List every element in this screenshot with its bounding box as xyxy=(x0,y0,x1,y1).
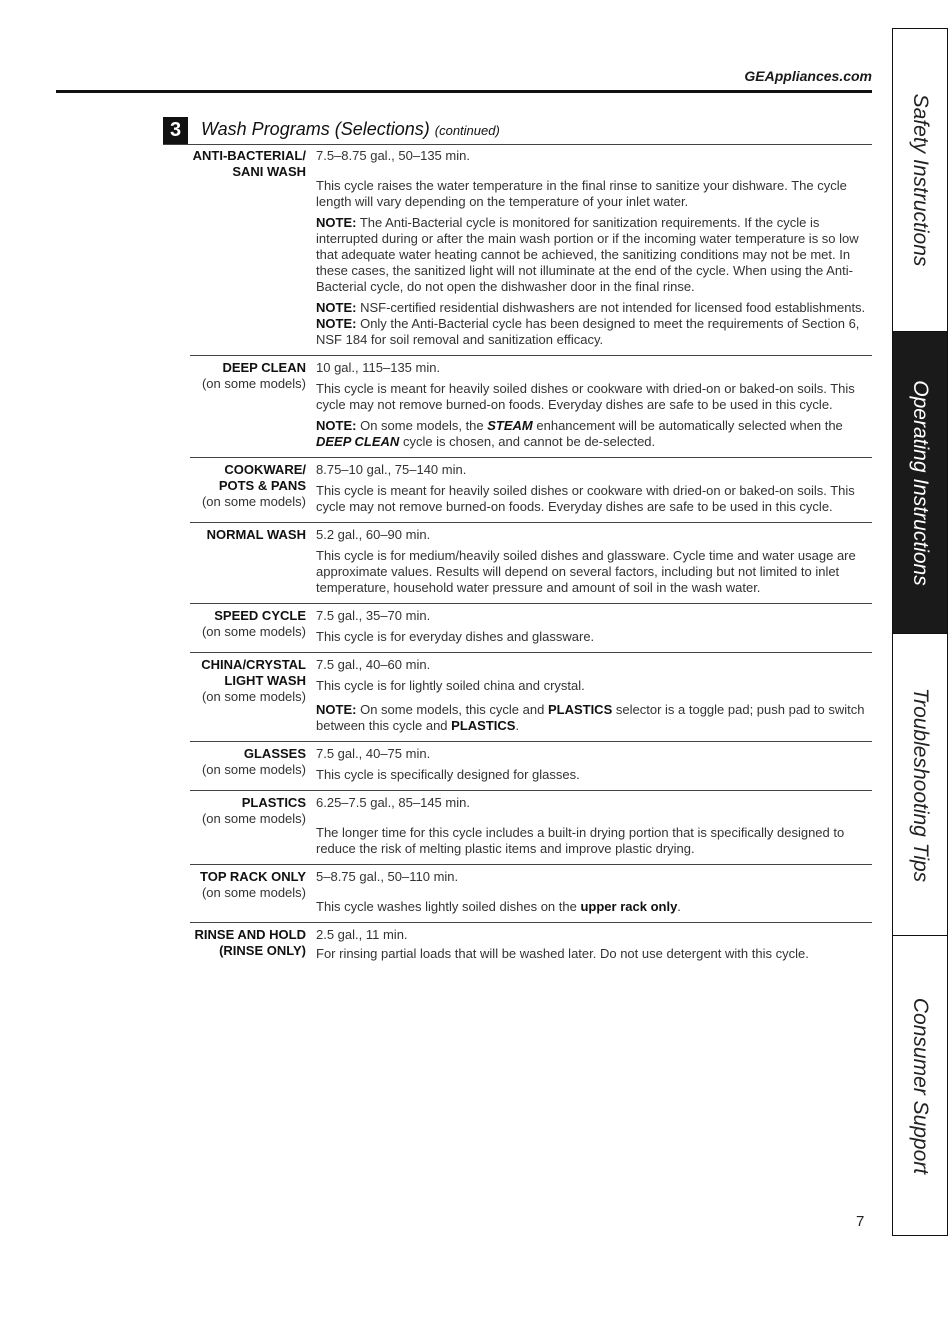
tab-safety-instructions[interactable] xyxy=(893,29,947,332)
note-text: selector is a toggle pad; push pad to switch between this cycle and xyxy=(316,702,865,733)
program-text: This cycle is for medium/heavily soiled dishes and glassware. Cycle time and water usage are approximate values. Results will depend on several factors, including but not limited to inlet temperature, household water pressure and amount of soil in the wash water. xyxy=(316,548,856,595)
section-title-text: Wash Programs (Selections) xyxy=(201,119,430,139)
program-name xyxy=(190,360,306,392)
note-text: On some models, the xyxy=(360,418,484,433)
section-number: 3 xyxy=(163,117,188,144)
plastics-keyword: PLASTICS xyxy=(547,702,613,717)
program-name-text: DEEP CLEAN xyxy=(222,360,306,375)
program-name-text: RINSE AND HOLD (RINSE ONLY) xyxy=(194,927,306,958)
program-spec: 6.25–7.5 gal., 85–145 min. xyxy=(316,795,470,810)
program-availability: (on some models) xyxy=(201,689,306,704)
program-spec: 7.5 gal., 40–60 min. xyxy=(316,657,431,672)
tab-consumer-support[interactable] xyxy=(893,936,947,1235)
page-number: 7 xyxy=(856,1213,865,1230)
program-list xyxy=(190,148,872,973)
program-text xyxy=(316,899,872,915)
program-name xyxy=(190,608,306,640)
program-plastics xyxy=(190,795,872,865)
program-description xyxy=(316,462,872,515)
program-availability: (on some models) xyxy=(201,885,306,900)
note-label: NOTE: xyxy=(316,702,357,717)
program-name-text: SPEED CYCLE xyxy=(214,608,306,623)
program-description xyxy=(316,360,872,450)
program-spec: 10 gal., 115–135 min. xyxy=(316,360,441,375)
program-name xyxy=(190,746,306,778)
program-rinse-and-hold xyxy=(190,927,872,969)
program-description xyxy=(316,795,872,857)
program-availability: (on some models) xyxy=(201,494,306,509)
program-spec: 2.5 gal., 11 min. xyxy=(316,927,408,942)
steam-keyword: STEAM xyxy=(487,418,533,433)
program-note xyxy=(316,316,872,348)
program-description xyxy=(316,927,872,962)
program-note xyxy=(316,702,872,734)
program-text: The longer time for this cycle includes a built-in drying portion that is specifically designed to reduce the risk of melting plastic items and improve plastic drying. xyxy=(316,825,845,856)
program-name xyxy=(190,148,306,180)
program-text: This cycle is meant for heavily soiled dishes or cookware with dried-on or baked-on soils. This cycle may not remove burned-on foods. Everyday dishes are safe to be used in this cycle. xyxy=(316,483,855,514)
program-spec: 8.75–10 gal., 75–140 min. xyxy=(316,462,467,477)
program-text: For rinsing partial loads that will be washed later. Do not use detergent with this cycle. xyxy=(316,946,809,961)
section-tabs xyxy=(892,28,948,1236)
note-text: enhancement will be automatically selected when the xyxy=(536,418,843,433)
plastics-keyword: PLASTICS xyxy=(451,718,516,733)
program-description xyxy=(316,148,872,348)
note-text: Only the Anti-Bacterial cycle has been designed to meet the requirements of Section 6, NSF 184 for soil removal and sanitization efficacy. xyxy=(316,316,860,347)
program-spec: 7.5 gal., 40–75 min. xyxy=(316,746,431,761)
program-description xyxy=(316,527,872,596)
program-availability: (on some models) xyxy=(201,624,306,639)
program-text: This cycle is for everyday dishes and glassware. xyxy=(316,629,595,644)
program-name-text: ANTI-BACTERIAL/ SANI WASH xyxy=(192,148,306,179)
section-header xyxy=(163,116,872,145)
tab-troubleshooting-tips[interactable] xyxy=(893,634,947,936)
tab-label: Operating Instructions xyxy=(909,379,932,586)
program-note xyxy=(316,300,872,316)
program-name-text: COOKWARE/ POTS & PANS xyxy=(218,462,306,493)
program-text-part: . xyxy=(677,899,681,914)
program-spec: 5–8.75 gal., 50–110 min. xyxy=(316,869,459,884)
program-text: This cycle is meant for heavily soiled dishes or cookware with dried-on or baked-on soils. This cycle may not remove burned-on foods. Everyday dishes are safe to be used in this cycle. xyxy=(316,381,855,412)
program-spec: 5.2 gal., 60–90 min. xyxy=(316,527,431,542)
section-title xyxy=(201,119,500,140)
tab-label: Troubleshooting Tips xyxy=(909,687,932,882)
program-text-part: This cycle washes lightly soiled dishes on the xyxy=(316,899,577,914)
program-name-text: PLASTICS xyxy=(241,795,306,810)
program-glasses xyxy=(190,746,872,791)
program-name xyxy=(190,657,306,705)
program-name-text: NORMAL WASH xyxy=(206,527,306,542)
program-description xyxy=(316,608,872,645)
program-description xyxy=(316,657,872,734)
program-text: This cycle raises the water temperature in the final rinse to sanitize your dishware. The cycle length will vary depending on the temperature of your inlet water. xyxy=(316,178,847,209)
note-label: NOTE: xyxy=(316,316,357,331)
deep-clean-keyword: DEEP CLEAN xyxy=(316,434,400,449)
program-note xyxy=(316,418,872,450)
note-label: NOTE: xyxy=(316,300,357,315)
program-name xyxy=(190,927,306,959)
program-cookware xyxy=(190,462,872,523)
program-name xyxy=(190,462,306,510)
program-name xyxy=(190,795,306,827)
note-text: . xyxy=(515,718,520,733)
note-text: On some models, this cycle and xyxy=(360,702,545,717)
upper-rack-keyword: upper rack only xyxy=(580,899,678,914)
program-deep-clean xyxy=(190,360,872,458)
program-description xyxy=(316,869,872,915)
program-availability: (on some models) xyxy=(201,762,306,777)
program-availability: (on some models) xyxy=(201,376,306,391)
tab-label: Safety Instructions xyxy=(909,93,932,267)
note-text: NSF-certified residential dishwashers are not intended for licensed food establishments. xyxy=(360,300,866,315)
program-text: This cycle is specifically designed for glasses. xyxy=(316,767,580,782)
tab-label: Consumer Support xyxy=(909,997,932,1174)
program-name-text: TOP RACK ONLY xyxy=(200,869,306,884)
note-text: cycle is chosen, and cannot be de-selected. xyxy=(402,434,656,449)
note-label: NOTE: xyxy=(316,418,357,433)
program-top-rack-only xyxy=(190,869,872,923)
program-normal-wash xyxy=(190,527,872,604)
program-text: This cycle is for lightly soiled china and crystal. xyxy=(316,678,585,693)
program-name-text: GLASSES xyxy=(243,746,306,761)
header-rule xyxy=(56,90,872,93)
note-text: The Anti-Bacterial cycle is monitored for sanitization requirements. If the cycle is interrupted during or after the main wash portion or if the incoming water temperature is so low that adequate water heating cannot be achieved, the sanitizing conditions may not be met. In these cases, the sanitized light will not illuminate at the end of the cycle. When using the Anti-Bacterial cycle, do not open the dishwasher door in the final rinse. xyxy=(316,215,859,294)
program-availability: (on some models) xyxy=(201,811,306,826)
program-name-text: CHINA/CRYSTAL LIGHT WASH xyxy=(201,657,306,688)
program-description xyxy=(316,746,872,783)
program-note xyxy=(316,215,872,295)
program-spec: 7.5–8.75 gal., 50–135 min. xyxy=(316,148,470,163)
program-anti-bacterial xyxy=(190,148,872,356)
site-url: GEAppliances.com xyxy=(744,68,872,84)
program-name xyxy=(190,527,306,543)
section-continued: (continued) xyxy=(434,123,500,138)
program-speed-cycle xyxy=(190,608,872,653)
tab-operating-instructions[interactable] xyxy=(893,332,947,634)
note-label: NOTE: xyxy=(316,215,357,230)
program-spec: 7.5 gal., 35–70 min. xyxy=(316,608,431,623)
program-name xyxy=(190,869,306,901)
program-china-crystal xyxy=(190,657,872,742)
